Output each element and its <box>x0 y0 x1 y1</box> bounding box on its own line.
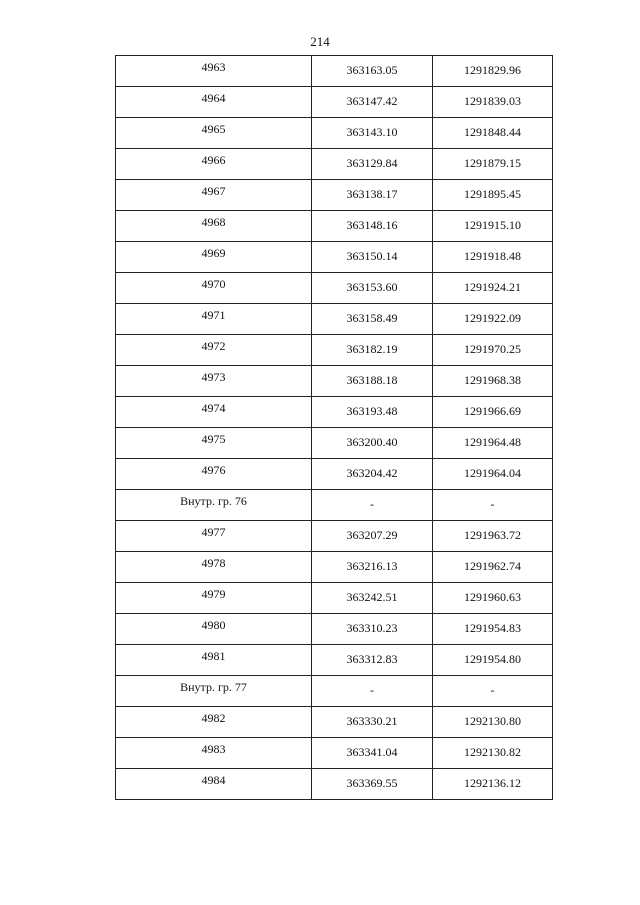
y-coordinate-cell-value: 363310.23 <box>346 621 398 635</box>
table-row <box>116 521 553 552</box>
x-coordinate-cell <box>433 242 553 273</box>
point-id-cell-value: 4973 <box>201 370 226 384</box>
y-coordinate-cell <box>312 304 433 335</box>
x-coordinate-cell <box>433 366 553 397</box>
y-coordinate-cell <box>312 707 433 738</box>
x-coordinate-cell-value: 1291964.48 <box>464 435 521 449</box>
x-coordinate-cell <box>433 211 553 242</box>
point-id-cell-value: Внутр. гр. 77 <box>180 680 247 694</box>
point-id-cell-value: 4976 <box>201 463 226 477</box>
point-id-cell-value: 4984 <box>201 773 226 787</box>
y-coordinate-cell-value: 363138.17 <box>346 187 398 201</box>
table-row <box>116 428 553 459</box>
x-coordinate-cell-value: 1291968.38 <box>464 373 521 387</box>
x-coordinate-cell-value: 1292130.82 <box>464 745 521 759</box>
point-id-cell <box>116 397 312 428</box>
y-coordinate-cell-value: 363147.42 <box>346 94 398 108</box>
point-id-cell-value: 4971 <box>201 308 226 322</box>
point-id-cell-value: 4978 <box>201 556 226 570</box>
table-row <box>116 738 553 769</box>
point-id-cell-value: 4974 <box>201 401 226 415</box>
point-id-cell-value: 4968 <box>201 215 226 229</box>
x-coordinate-cell <box>433 676 553 707</box>
y-coordinate-cell <box>312 149 433 180</box>
table-row <box>116 87 553 118</box>
table-row <box>116 242 553 273</box>
table-row <box>116 397 553 428</box>
point-id-cell <box>116 304 312 335</box>
x-coordinate-cell-value: 1291966.69 <box>464 404 521 418</box>
point-id-cell <box>116 211 312 242</box>
y-coordinate-cell-value: 363158.49 <box>346 311 398 325</box>
y-coordinate-cell <box>312 242 433 273</box>
x-coordinate-cell <box>433 180 553 211</box>
y-coordinate-cell <box>312 738 433 769</box>
x-coordinate-cell <box>433 552 553 583</box>
x-coordinate-cell-value: 1291960.63 <box>464 590 521 604</box>
y-coordinate-cell-value: 363312.83 <box>346 652 398 666</box>
table-row <box>116 490 553 521</box>
x-coordinate-cell <box>433 397 553 428</box>
point-id-cell-value: 4969 <box>201 246 226 260</box>
y-coordinate-cell <box>312 769 433 800</box>
point-id-cell-value: 4975 <box>201 432 226 446</box>
y-coordinate-cell-value: 363369.55 <box>346 776 398 790</box>
point-id-cell <box>116 738 312 769</box>
point-id-cell-value: 4965 <box>201 122 226 136</box>
y-coordinate-cell-value: 363188.18 <box>346 373 398 387</box>
y-coordinate-cell <box>312 211 433 242</box>
x-coordinate-cell-value: 1291954.80 <box>464 652 521 666</box>
table-row <box>116 304 553 335</box>
y-coordinate-cell-value: - <box>370 497 374 511</box>
y-coordinate-cell-value: 363153.60 <box>346 280 398 294</box>
y-coordinate-cell <box>312 397 433 428</box>
x-coordinate-cell <box>433 583 553 614</box>
point-id-cell-value: 4972 <box>201 339 226 353</box>
point-id-cell-value: 4982 <box>201 711 226 725</box>
point-id-cell <box>116 242 312 273</box>
point-id-cell-value: 4964 <box>201 91 226 105</box>
y-coordinate-cell-value: 363129.84 <box>346 156 398 170</box>
point-id-cell <box>116 149 312 180</box>
y-coordinate-cell <box>312 180 433 211</box>
table-row <box>116 211 553 242</box>
table-row <box>116 180 553 211</box>
point-id-cell <box>116 56 312 87</box>
x-coordinate-cell <box>433 645 553 676</box>
y-coordinate-cell-value: - <box>370 683 374 697</box>
point-id-cell <box>116 676 312 707</box>
y-coordinate-cell <box>312 56 433 87</box>
table-row <box>116 335 553 366</box>
table-row <box>116 366 553 397</box>
point-id-cell <box>116 769 312 800</box>
page-number: 214 <box>310 34 330 49</box>
y-coordinate-cell-value: 363163.05 <box>346 63 398 77</box>
y-coordinate-cell-value: 363330.21 <box>346 714 398 728</box>
table-row <box>116 583 553 614</box>
y-coordinate-cell-value: 363341.04 <box>346 745 398 759</box>
x-coordinate-cell-value: - <box>490 683 495 697</box>
y-coordinate-cell <box>312 335 433 366</box>
y-coordinate-cell <box>312 273 433 304</box>
x-coordinate-cell-value: 1291918.48 <box>464 249 521 263</box>
y-coordinate-cell-value: 363242.51 <box>346 590 398 604</box>
point-id-cell-value: 4970 <box>201 277 226 291</box>
table-row <box>116 459 553 490</box>
x-coordinate-cell <box>433 614 553 645</box>
x-coordinate-cell <box>433 769 553 800</box>
point-id-cell-value: Внутр. гр. 76 <box>180 494 247 508</box>
x-coordinate-cell-value: 1292136.12 <box>464 776 521 790</box>
x-coordinate-cell <box>433 273 553 304</box>
point-id-cell <box>116 490 312 521</box>
x-coordinate-cell <box>433 459 553 490</box>
x-coordinate-cell-value: 1291954.83 <box>464 621 521 635</box>
y-coordinate-cell <box>312 583 433 614</box>
point-id-cell-value: 4963 <box>201 60 226 74</box>
x-coordinate-cell-value: 1291922.09 <box>464 311 521 325</box>
point-id-cell <box>116 273 312 304</box>
x-coordinate-cell <box>433 335 553 366</box>
x-coordinate-cell-value: 1291839.03 <box>464 94 521 108</box>
y-coordinate-cell-value: 363148.16 <box>346 218 398 232</box>
table-row <box>116 614 553 645</box>
table-row <box>116 552 553 583</box>
table-row <box>116 769 553 800</box>
y-coordinate-cell-value: 363193.48 <box>346 404 398 418</box>
table-row <box>116 707 553 738</box>
x-coordinate-cell <box>433 738 553 769</box>
y-coordinate-cell <box>312 118 433 149</box>
y-coordinate-cell <box>312 676 433 707</box>
y-coordinate-cell <box>312 521 433 552</box>
y-coordinate-cell-value: 363207.29 <box>346 528 398 542</box>
table-row <box>116 56 553 87</box>
point-id-cell <box>116 459 312 490</box>
point-id-cell-value: 4980 <box>201 618 226 632</box>
table-row <box>116 118 553 149</box>
point-id-cell <box>116 583 312 614</box>
point-id-cell <box>116 645 312 676</box>
point-id-cell <box>116 118 312 149</box>
point-id-cell-value: 4979 <box>201 587 226 601</box>
x-coordinate-cell-value: 1292130.80 <box>464 714 521 728</box>
y-coordinate-cell-value: 363150.14 <box>346 249 398 263</box>
coordinates-table <box>115 55 553 800</box>
point-id-cell-value: 4967 <box>201 184 226 198</box>
point-id-cell <box>116 521 312 552</box>
x-coordinate-cell <box>433 304 553 335</box>
x-coordinate-cell-value: 1291962.74 <box>464 559 521 573</box>
x-coordinate-cell-value: 1291964.04 <box>464 466 521 480</box>
y-coordinate-cell-value: 363200.40 <box>346 435 398 449</box>
point-id-cell <box>116 366 312 397</box>
x-coordinate-cell <box>433 428 553 459</box>
x-coordinate-cell <box>433 118 553 149</box>
x-coordinate-cell-value: 1291829.96 <box>464 63 521 77</box>
table-row <box>116 273 553 304</box>
point-id-cell-value: 4977 <box>201 525 226 539</box>
y-coordinate-cell-value: 363216.13 <box>346 559 398 573</box>
y-coordinate-cell <box>312 428 433 459</box>
x-coordinate-cell <box>433 490 553 521</box>
point-id-cell <box>116 87 312 118</box>
y-coordinate-cell <box>312 645 433 676</box>
x-coordinate-cell-value: 1291879.15 <box>464 156 521 170</box>
y-coordinate-cell <box>312 459 433 490</box>
point-id-cell-value: 4981 <box>201 649 226 663</box>
y-coordinate-cell <box>312 87 433 118</box>
y-coordinate-cell-value: 363182.19 <box>346 342 398 356</box>
table-row <box>116 149 553 180</box>
y-coordinate-cell <box>312 490 433 521</box>
point-id-cell <box>116 707 312 738</box>
x-coordinate-cell <box>433 56 553 87</box>
point-id-cell <box>116 614 312 645</box>
x-coordinate-cell-value: 1291924.21 <box>464 280 521 294</box>
coordinates-table-body <box>116 56 553 800</box>
point-id-cell <box>116 428 312 459</box>
x-coordinate-cell-value: 1291970.25 <box>464 342 521 356</box>
x-coordinate-cell <box>433 707 553 738</box>
y-coordinate-cell-value: 363204.42 <box>346 466 398 480</box>
y-coordinate-cell-value: 363143.10 <box>346 125 398 139</box>
table-row <box>116 645 553 676</box>
x-coordinate-cell <box>433 87 553 118</box>
y-coordinate-cell <box>312 552 433 583</box>
x-coordinate-cell-value: 1291963.72 <box>464 528 521 542</box>
x-coordinate-cell-value: - <box>490 497 495 511</box>
point-id-cell <box>116 180 312 211</box>
x-coordinate-cell <box>433 149 553 180</box>
point-id-cell <box>116 552 312 583</box>
point-id-cell-value: 4966 <box>201 153 226 167</box>
x-coordinate-cell-value: 1291848.44 <box>464 125 521 139</box>
x-coordinate-cell-value: 1291895.45 <box>464 187 521 201</box>
table-row <box>116 676 553 707</box>
y-coordinate-cell <box>312 614 433 645</box>
x-coordinate-cell <box>433 521 553 552</box>
point-id-cell-value: 4983 <box>201 742 226 756</box>
x-coordinate-cell-value: 1291915.10 <box>464 218 521 232</box>
y-coordinate-cell <box>312 366 433 397</box>
point-id-cell <box>116 335 312 366</box>
